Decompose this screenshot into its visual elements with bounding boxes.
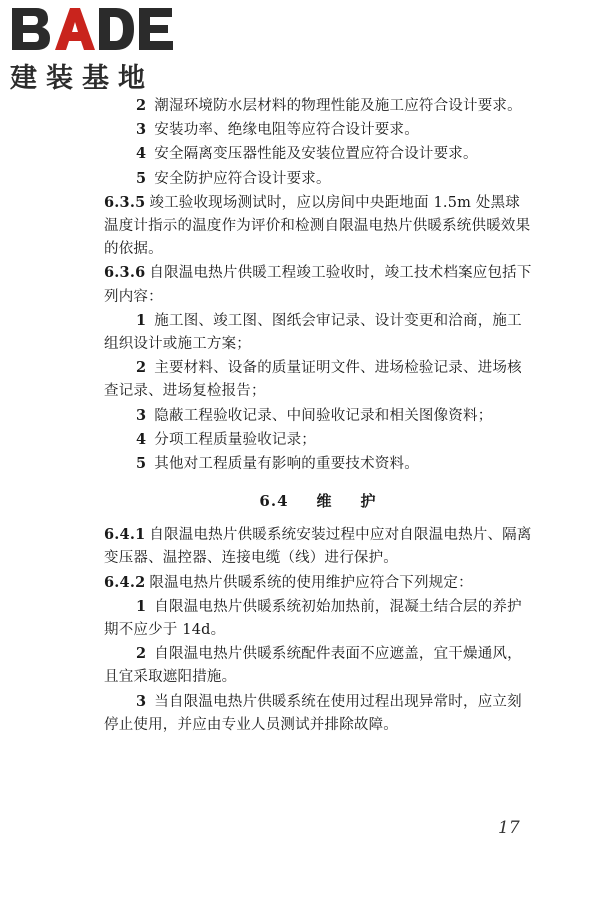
list-item: 4 安全隔离变压器性能及安装位置应符合设计要求。	[136, 145, 478, 163]
list-item: 3 当自限温电热片供暖系统在使用过程出现异常时，应立刻停止使用，并应由专业人员测试并排除故障。	[104, 692, 522, 733]
list-item: 3 隐蔽工程验收记录、中间验收记录和相关图像资料；	[136, 406, 493, 424]
list-item: 5 安全防护应符合设计要求。	[136, 169, 331, 187]
clause-6-4-2: 6.4.2 限温电热片供暖系统的使用维护应符合下列规定：	[104, 573, 473, 591]
list-item: 4 分项工程质量验收记录；	[136, 430, 316, 448]
list-item: 2 自限温电热片供暖系统配件表面不应遮盖，宜干燥通风，且宜采取遮阳措施。	[104, 645, 522, 686]
section-heading: 6.4 维 护	[259, 492, 377, 511]
bade-logo-wordmark	[10, 4, 180, 52]
clause-6-3-6: 6.3.6 自限温电热片供暖工程竣工验收时，竣工技术档案应包括下列内容：	[104, 264, 532, 305]
clause-6-3-5: 6.3.5 竣工验收现场测试时，应以房间中央距地面 1.5m 处黑球温度计指示的温度作为评价和检测自限温电热片供暖系统供暖效果的依据。	[104, 193, 531, 258]
list-item: 5 其他对工程质量有影响的重要技术资料。	[136, 455, 419, 473]
logo-chinese-text: 建装基地	[10, 63, 154, 94]
list-item: 2 主要材料、设备的质量证明文件、进场检验记录、进场核查记录、进场复检报告；	[104, 359, 522, 400]
page-number: 17	[498, 818, 520, 838]
list-item: 3 安装功率、绝缘电阻等应符合设计要求。	[136, 121, 419, 139]
list-item: 2 潮湿环境防水层材料的物理性能及施工应符合设计要求。	[136, 97, 522, 114]
clause-6-4-1: 6.4.1 自限温电热片供暖系统安装过程中应对自限温电热片、隔离变压器、温控器、连接电缆（线）进行保护。	[104, 526, 532, 567]
bade-logo	[10, 4, 180, 96]
list-item: 1 施工图、竣工图、图纸会审记录、设计变更和洽商，施工组织设计或施工方案；	[104, 311, 522, 353]
document-body	[104, 94, 532, 737]
list-item: 1 自限温电热片供暖系统初始加热前，混凝土结合层的养护期不应少于 14d。	[104, 597, 522, 639]
